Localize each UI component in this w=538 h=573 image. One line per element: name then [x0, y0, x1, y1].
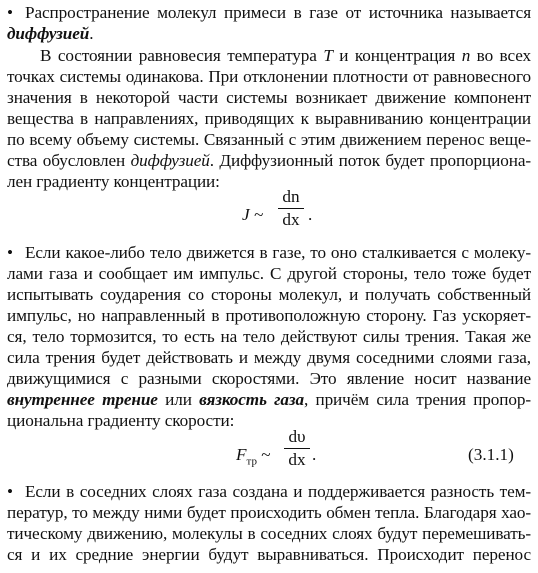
formula2-denominator: dx — [288, 450, 306, 469]
p4-line-3: тическому движению, молекулы в соседних слоях будут перемешивать- — [7, 524, 531, 543]
bullet-icon: • — [7, 482, 13, 501]
bullet-icon: • — [7, 3, 13, 22]
p3-line-7: движущимися с разными скоростями. Это явление носит название — [7, 369, 531, 388]
term-diffusion: диффузией — [7, 24, 90, 43]
p3-line-8: внутреннее трение или вязкость газа, причём сила трения пропор- — [7, 390, 531, 409]
p2-line-3: значения в некоторой части системы возникает движение компонент — [7, 88, 531, 107]
formula1-fraction — [278, 187, 304, 230]
p2-line-6: ства обусловлен диффузией. Диффузионный поток будет пропорциона- — [7, 151, 531, 170]
p3-line-1: • Если какое-либо тело движется в газе, то оно сталкивается с молеку- — [7, 243, 531, 262]
p4-line-4: ся и их средние энергии будут выравниваться. Происходит перенос — [7, 545, 531, 564]
term-internal-friction: внутреннее трение — [7, 390, 158, 409]
p3-line-6: сила трения будет действовать и между двумя соседними слоями газа, — [7, 348, 531, 367]
p3-line-2: лами газа и сообщает им импульс. С другой стороны, тело тоже будет — [7, 264, 531, 283]
p2-line-5: по всему объему системы. Связанный с этим движением перенос веще- — [7, 130, 531, 149]
formula1-lhs: J ~ — [242, 205, 264, 224]
bullet-icon: • — [7, 243, 13, 262]
fraction-bar — [278, 208, 304, 209]
p2-line-4: вещества в направлениях, приводящих к выравниванию концентрации — [7, 109, 531, 128]
p4-line-2: ператур, то между ними будет происходить обмен тепла. Благодаря хао- — [7, 503, 531, 522]
p3-line-3: испытывать соударения со стороны молекул, и получать собственный — [7, 285, 531, 304]
document-page: • Распространение молекул примеси в газе от источника называется диффузией. В состоянии равновесия температура T и концентрация n во всех точках системы одинакова. При отклонении плотности от равновесного значения в некоторой части системы возникает движение компонент вещества в направлениях, приводящих к выравниванию концентрации по всему объему системы. Связанный с этим движением перенос веще- ства обусловлен диффузией. Диффузионный поток будет пропорциона- лен градиенту концентрации: J ~ dn dx . • Если какое-либо тело движется в газе, то оно сталкивается с молеку- лами газа и сообщает им импульс. С другой стороны, тело тоже будет испытывать соударения со стороны молекул, и получать собственный импульс, но направленный в противоположную сторону. Газ ускоряет- ся, тело тормозится, то есть на тело действуют силы трения. Такая же сила трения будет действовать и между двумя соседними слоями газа, движущимися с разными скоростями. Это явление носит название внутреннее трение или вязкость газа, причём сила трения пропор- циональна градиенту скорости: $F_{тр}$ ~ dυ dx . (3.1.1) • Если в соседних слоях газа создана и поддерживается разность тем- ператур, то между ними будет происходить обмен тепла. Благодаря хао- тическому движению, молекулы в соседних слоях будут перемешивать- ся и их средние энергии будут выравниваться. Происходит перенос — [7, 3, 532, 564]
term-gas-viscosity: вязкость газа — [199, 390, 304, 409]
fraction-bar — [284, 448, 310, 449]
p1-line-2: диффузией. — [7, 24, 94, 43]
p3-line-4: импульс, но направленный в противоположную сторону. Газ ускоряет- — [7, 306, 531, 325]
p3-line-5: ся, тело тормозится, то есть на тело действуют силы трения. Такая же — [7, 327, 531, 346]
formula2-numerator: dυ — [288, 427, 306, 446]
formula1-denominator: dx — [282, 210, 300, 229]
formula1-numerator: dn — [282, 187, 300, 206]
formula2-fraction — [284, 427, 310, 470]
p3-line-9: циональна градиенту скорости: — [7, 411, 235, 430]
p4-line-1: • Если в соседних слоях газа создана и поддерживается разность тем- — [7, 482, 531, 501]
p2-line-2: точках системы одинакова. При отклонении плотности от равновесного — [7, 67, 531, 86]
p2-line-7: лен градиенту концентрации: — [7, 172, 220, 191]
p1-line-1: • Распространение молекул примеси в газе от источника называется — [7, 3, 531, 22]
term-diffusion-italic: диффузией — [130, 151, 210, 170]
formula2-lhs: $F_{тр}$ ~ — [236, 445, 271, 468]
equation-number: (3.1.1) — [468, 445, 514, 464]
p2-line-1: В состоянии равновесия температура T и концентрация n во всех — [40, 46, 532, 65]
